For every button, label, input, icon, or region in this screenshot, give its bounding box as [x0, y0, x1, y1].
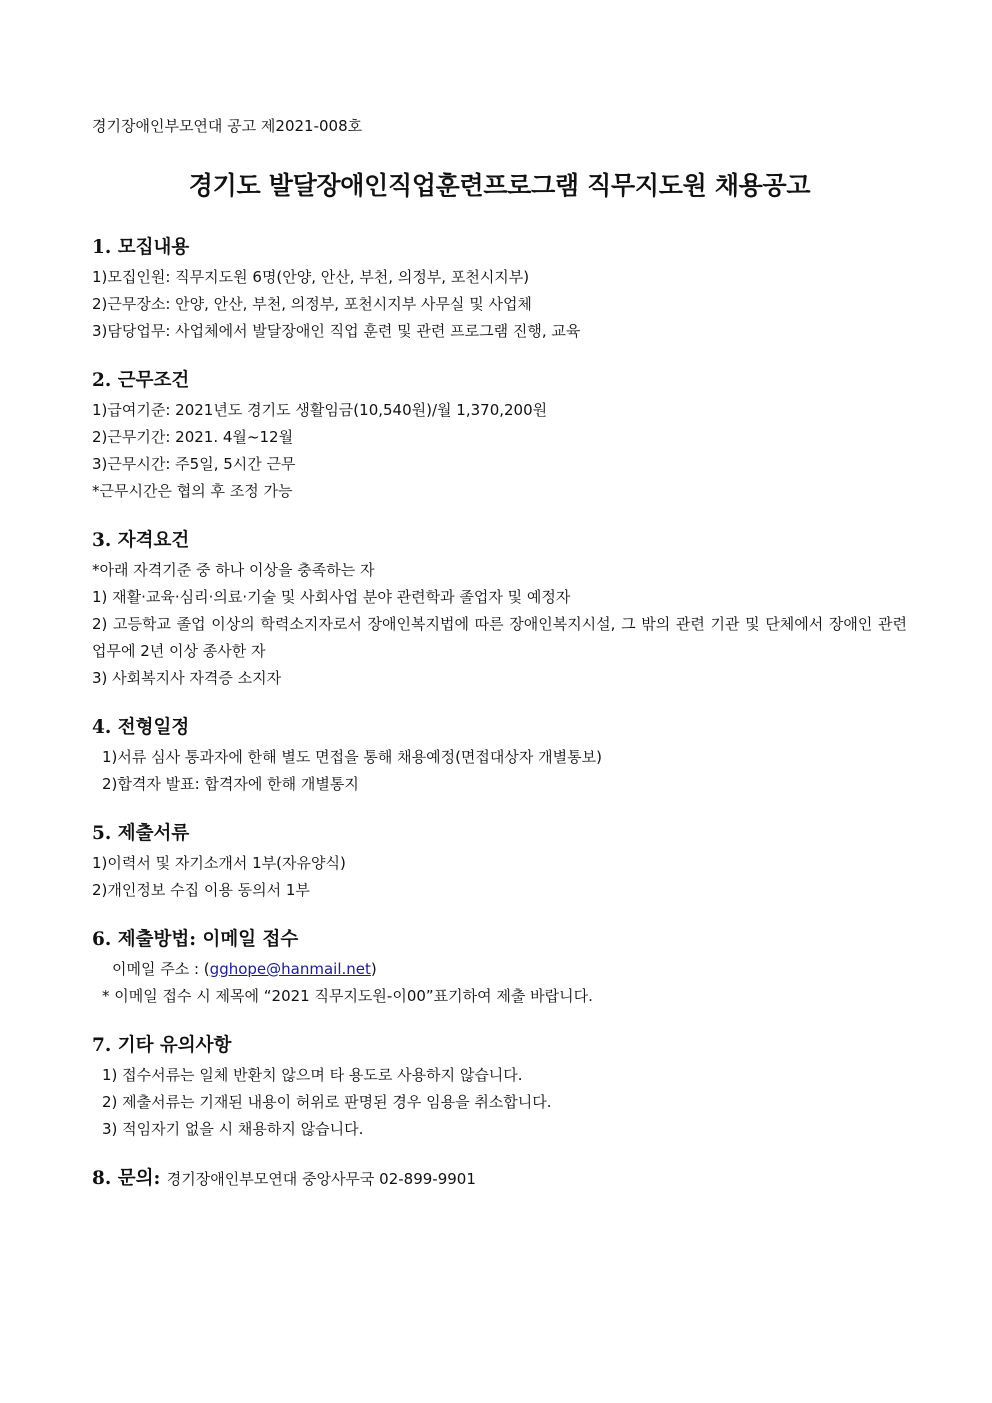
email-line	[92, 956, 907, 983]
work-hours: 3)근무시간: 주5일, 5시간 근무	[92, 455, 296, 473]
section-selection-schedule	[92, 712, 907, 798]
submission-note: * 이메일 접수 시 제목에 “2021 직무지도원-이00”표기하여 제출 바랍니다.	[102, 987, 593, 1005]
section-required-documents	[92, 818, 907, 904]
document-item: 1)이력서 및 자기소개서 1부(자유양식)	[92, 854, 346, 872]
section-qualifications	[92, 525, 907, 692]
qualification-item: 2) 고등학교 졸업 이상의 학력소지자로서 장애인복지법에 따른 장애인복지시설, 그 밖의 관련 기관 및 단체에서 장애인 관련 업무에 2년 이상 종사한 자	[92, 615, 907, 660]
document-page	[92, 112, 907, 1195]
inquiry-line	[92, 1163, 907, 1195]
note-item: 1) 접수서류는 일체 반환치 않으며 타 용도로 사용하지 않습니다.	[102, 1066, 523, 1084]
schedule-item: 1)서류 심사 통과자에 한해 별도 면접을 통해 채용예정(면접대상자 개별통보)	[102, 748, 602, 766]
notice-number: 경기장애인부모연대 공고 제2021-008호	[92, 117, 363, 135]
recruit-count: 1)모집인원: 직무지도원 6명(안양, 안산, 부천, 의정부, 포천시지부)	[92, 268, 530, 286]
email-link[interactable]: gghope@hanmail.net	[209, 960, 371, 978]
qualification-item: 1) 재활·교육·심리·의료·기술 및 사회사업 분야 관련학과 졸업자 및 예정자	[92, 588, 571, 606]
duties: 3)담당업무: 사업체에서 발달장애인 직업 훈련 및 관련 프로그램 진행, 교육	[92, 322, 581, 340]
section-heading: 3. 자격요건	[92, 530, 190, 551]
section-working-conditions	[92, 365, 907, 505]
document-title: 경기도 발달장애인직업훈련프로그램 직무지도원 채용공고	[188, 171, 811, 200]
section-heading: 4. 전형일정	[92, 717, 190, 738]
section-heading: 8. 문의:	[92, 1168, 161, 1189]
work-location: 2)근무장소: 안양, 안산, 부천, 의정부, 포천시지부 사무실 및 사업체	[92, 295, 532, 313]
section-submission-method	[92, 924, 907, 1010]
salary: 1)급여기준: 2021년도 경기도 생활임금(10,540원)/월 1,370,200원	[92, 401, 548, 419]
section-heading: 2. 근무조건	[92, 370, 190, 391]
qualification-note: *아래 자격기준 중 하나 이상을 충족하는 자	[92, 561, 375, 579]
schedule-item: 2)합격자 발표: 합격자에 한해 개별통지	[102, 775, 359, 793]
email-suffix: )	[370, 960, 377, 978]
contact-info: 경기장애인부모연대 중앙사무국 02-899-9901	[166, 1170, 476, 1188]
section-heading: 5. 제출서류	[92, 823, 190, 844]
section-heading: 1. 모집내용	[92, 237, 190, 258]
section-recruitment	[92, 232, 907, 345]
email-prefix: 이메일 주소 : (	[112, 960, 210, 978]
note-item: 2) 제출서류는 기재된 내용이 허위로 판명된 경우 임용을 취소합니다.	[102, 1093, 552, 1111]
section-other-notes	[92, 1030, 907, 1143]
work-period: 2)근무기간: 2021. 4월~12월	[92, 428, 294, 446]
qualification-item: 3) 사회복지사 자격증 소지자	[92, 669, 282, 687]
document-item: 2)개인정보 수집 이용 동의서 1부	[92, 881, 310, 899]
work-hours-note: *근무시간은 협의 후 조정 가능	[92, 482, 293, 500]
section-heading: 7. 기타 유의사항	[92, 1035, 232, 1056]
note-item: 3) 적임자기 없을 시 채용하지 않습니다.	[102, 1120, 364, 1138]
section-inquiry	[92, 1163, 907, 1195]
section-heading: 6. 제출방법: 이메일 접수	[92, 929, 299, 950]
